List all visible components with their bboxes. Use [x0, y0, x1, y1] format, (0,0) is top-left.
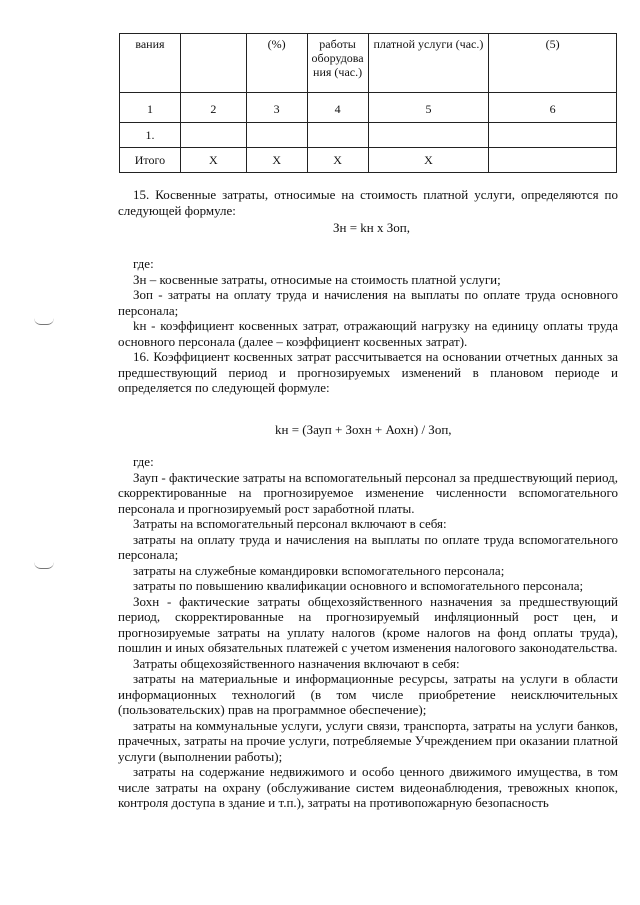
- formula-coefficient: kн = (Зауп + Зохн + Аохн) / Зоп,: [275, 422, 452, 437]
- aux-staff-item: затраты на служебные командировки вспомогательного персонала;: [133, 562, 505, 578]
- general-costs-intro: Затраты общехозяйственного назначения включают в себя:: [133, 655, 460, 671]
- table-cell: [489, 148, 617, 173]
- table-cell: 1.: [120, 123, 181, 148]
- definitions-block-1: [118, 256, 618, 396]
- definitions-block-2: [118, 454, 618, 811]
- table-cell: работы оборудова ния (час.): [307, 34, 368, 93]
- binding-hole-mark: [34, 562, 54, 569]
- table-cell: платной услуги (час.): [368, 34, 489, 93]
- table-cell: 6: [489, 93, 617, 123]
- table-cell: Х: [307, 148, 368, 173]
- cost-table: [119, 33, 617, 173]
- formula-indirect-costs: Зн = kн х Зоп,: [333, 220, 410, 235]
- table-cell: Х: [246, 148, 307, 173]
- table-cell: [180, 34, 246, 93]
- general-costs-item: затраты на материальные и информационные ресурсы, затраты на услуги в области информационных технологий (в том числе приобретение неисключительных (пользовательских) прав на программное обеспечение);: [118, 671, 618, 717]
- table-number-row: [120, 93, 617, 123]
- definition-zaup: Зауп - фактические затраты на вспомогательный персонал за предшествующий период, скорректированные на прогнозируемое изменение численности вспомогательного персонала и прогнозируемый рост заработной платы.: [118, 469, 618, 516]
- binding-hole-mark: [34, 318, 54, 325]
- table-cell: Х: [180, 148, 246, 173]
- table-cell: [489, 123, 617, 148]
- table-cell: [180, 123, 246, 148]
- definition-kn: kн - коэффициент косвенных затрат, отражающий нагрузку на единицу оплаты труда основного персонала (далее – коэффициент косвенных затрат).: [118, 318, 618, 349]
- table-header-row: [120, 34, 617, 93]
- table-cell: Х: [368, 148, 489, 173]
- aux-staff-item: затраты по повышению квалификации основного и вспомогательного персонала;: [133, 578, 584, 593]
- table-cell: 5: [368, 93, 489, 123]
- table-cell: 2: [180, 93, 246, 123]
- table-cell: [307, 123, 368, 148]
- definition-zohn: Зохн - фактические затраты общехозяйственного назначения за предшествующий период, скорректированные на прогнозируемый инфляционный рост цен, и прогнозируемые затраты на уплату налогов (кроме налогов на фонд оплаты труда), пошлин и иных обязательных платежей с учетом изменения налогового законодательства.: [118, 593, 618, 655]
- paragraph-15: 15. Косвенные затраты, относимые на стоимость платной услуги, определяются по следующей формуле:: [118, 187, 618, 218]
- table-row: [120, 123, 617, 148]
- aux-staff-intro: Затраты на вспомогательный персонал включают в себя:: [133, 516, 447, 531]
- general-costs-item: затраты на коммунальные услуги, услуги связи, транспорта, затраты на услуги банков, прачечных, затраты на прочие услуги, потребляемые Учреждением при оказании платной услуги (выполнении работы);: [118, 717, 618, 764]
- table-cell: (5): [489, 34, 617, 93]
- where-label: где:: [133, 256, 154, 271]
- table-cell: 1: [120, 93, 181, 123]
- definition-zn: Зн – косвенные затраты, относимые на стоимость платной услуги;: [133, 271, 501, 287]
- table-cell: Итого: [120, 148, 181, 173]
- section-15: [118, 187, 618, 218]
- aux-staff-item: затраты на оплату труда и начисления на выплаты по оплате труда вспомогательного персонала;: [118, 531, 618, 562]
- table-cell: (%): [246, 34, 307, 93]
- table-cell: [246, 123, 307, 148]
- paragraph-16: 16. Коэффициент косвенных затрат рассчитывается на основании отчетных данных за предшествующий период и прогнозируемых изменений в плановом периоде и определяется по следующей формуле:: [118, 349, 618, 395]
- definition-zop: Зоп - затраты на оплату труда и начисления на выплаты по оплате труда основного персонала;: [118, 287, 618, 318]
- table-cell: 3: [246, 93, 307, 123]
- table-cell: вания: [120, 34, 181, 93]
- where-label: где:: [133, 454, 154, 469]
- table-cell: [368, 123, 489, 148]
- general-costs-item: затраты на содержание недвижимого и особо ценного движимого имущества, в том числе затраты на охрану (обслуживание систем видеонаблюдения, тревожных кнопок, контроля доступа в здание и т.п.), затраты на противопожарную безопасность: [118, 764, 618, 810]
- table-cell: 4: [307, 93, 368, 123]
- table-total-row: [120, 148, 617, 173]
